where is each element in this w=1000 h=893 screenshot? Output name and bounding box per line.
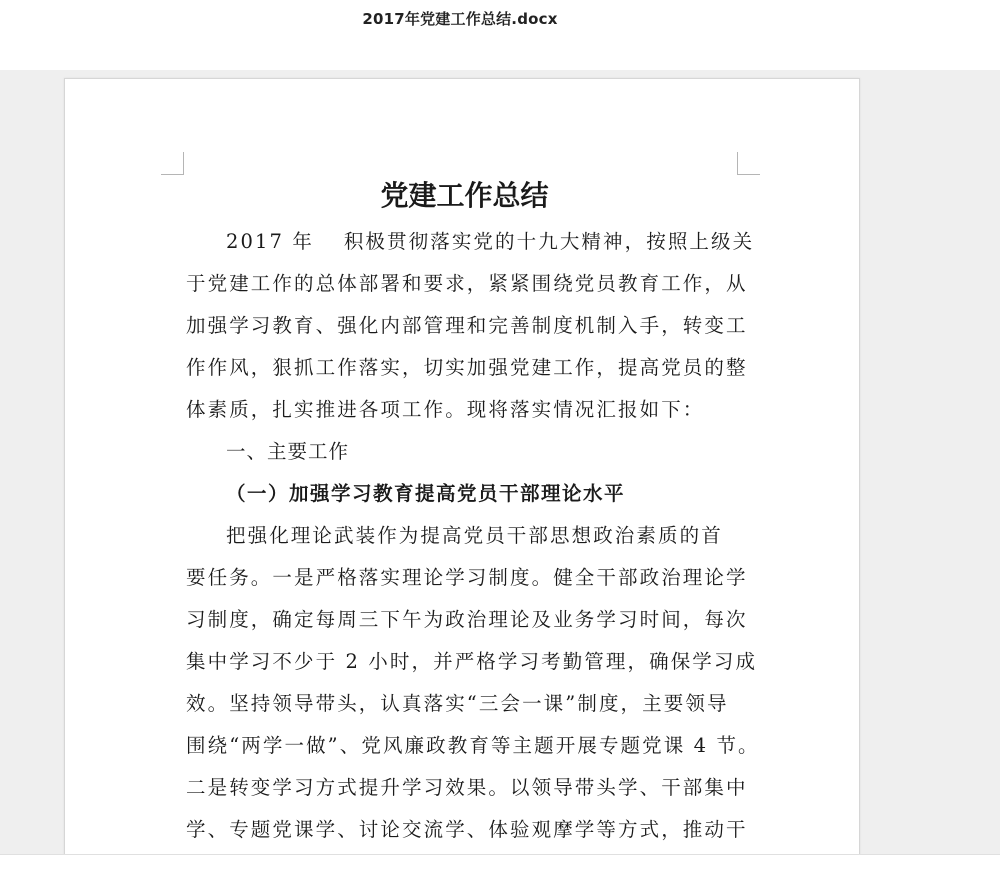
paragraph-line: 要任务。一是严格落实理论学习制度。健全干部政治理论学	[186, 566, 748, 589]
paragraph-line: 把强化理论武装作为提高党员干部思想政治素质的首	[226, 524, 723, 547]
paragraph-line: 效。坚持领导带头，认真落实“三会一课”制度，主要领导	[186, 692, 729, 715]
paragraph-line: 作作风，狠抓工作落实，切实加强党建工作，提高党员的整	[186, 356, 748, 379]
paragraph-line: 体素质，扎实推进各项工作。现将落实情况汇报如下：	[186, 398, 705, 421]
paragraph-line: 于党建工作的总体部署和要求，紧紧围绕党员教育工作，从	[186, 272, 748, 295]
paragraph-line: 2017 年 积极贯彻落实党的十九大精神，按照上级关	[226, 230, 755, 253]
document-page	[64, 78, 860, 880]
paragraph-line: 加强学习教育、强化内部管理和完善制度机制入手，转变工	[186, 314, 748, 337]
body-paragraph	[186, 515, 760, 893]
paragraph-line: 习制度，确定每周三下午为政治理论及业务学习时间，每次	[186, 608, 748, 631]
title-bar	[0, 0, 1000, 70]
paragraph-line: 集中学习不少于 2 小时，并严格学习考勤管理，确保学习成	[186, 650, 758, 673]
document-filename: 2017年党建工作总结.docx	[362, 10, 558, 28]
margin-corner-top-left	[161, 152, 184, 175]
document-title: 党建工作总结	[380, 179, 549, 212]
subsection-heading: （一）加强学习教育提高党员干部理论水平	[226, 482, 626, 505]
section-heading: 一、主要工作	[226, 440, 350, 463]
paragraph-line: 二是转变学习方式提升学习效果。以领导带头学、干部集中	[186, 776, 748, 799]
document-viewer[interactable]	[0, 70, 1000, 854]
page-content	[186, 171, 760, 893]
paragraph-line: 学、专题党课学、讨论交流学、体验观摩学等方式，推动干	[186, 818, 748, 841]
intro-paragraph	[186, 221, 755, 431]
bottom-bar	[0, 854, 1000, 891]
margin-corner-top-right	[737, 152, 760, 175]
paragraph-line: 围绕“两学一做”、党风廉政教育等主题开展专题党课 4 节。	[186, 734, 760, 757]
